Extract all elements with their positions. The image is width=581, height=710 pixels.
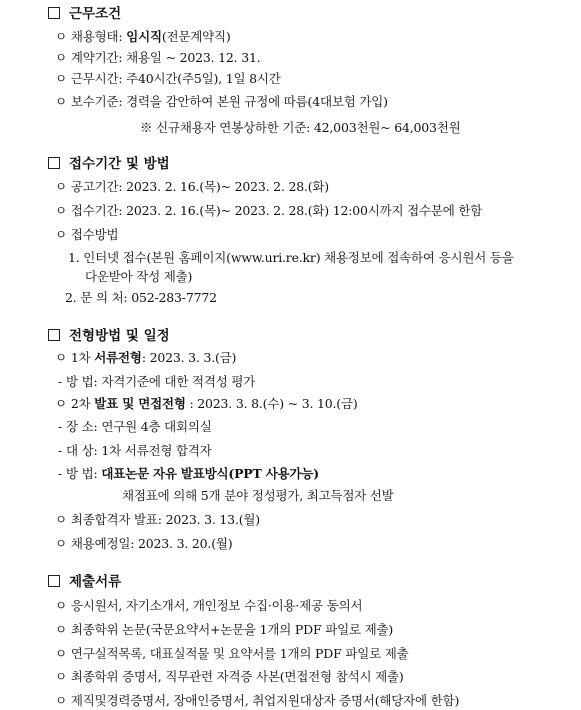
item-text: 근무시간: 주40시간(주5일), 1일 8시간 <box>70 71 281 86</box>
item-text: 최종학위 증명서, 직무관련 자격증 사본(면접전형 참석시 제출) <box>70 669 404 684</box>
bullet-marker: ㅇ <box>55 350 67 365</box>
item-text: 다운받아 작성 제출) <box>85 269 193 284</box>
item-text: 장 소: 연구원 4층 대회의실 <box>66 419 212 434</box>
list-item <box>122 487 394 504</box>
list-item <box>55 535 232 552</box>
item-emphasis: 발표 및 면접전형 <box>94 396 186 411</box>
item-emphasis: 서류전형 <box>94 350 142 365</box>
item-text: 방 법: 자격기준에 대한 적격성 평가 <box>66 374 256 389</box>
item-text: 채용형태: <box>70 29 127 44</box>
bullet-marker: ㅇ <box>55 179 67 194</box>
item-text: 1. 인터넷 접수(본원 홈페이지(www.uri.re.kr) 채용정보에 접속하여 응시원서 등을 <box>68 250 514 265</box>
item-text: 2. 문 의 처: 052-283-7772 <box>65 290 217 305</box>
section-title: 근무조건 <box>69 6 122 22</box>
bullet-marker: ㅇ <box>55 203 67 218</box>
checkbox-square-icon <box>48 7 60 19</box>
section-title: 제출서류 <box>69 574 122 590</box>
bullet-marker: ㅇ <box>55 598 67 613</box>
item-text-rest: : 2023. 3. 3.(금) <box>141 350 237 365</box>
list-item <box>58 373 255 390</box>
bullet-marker: ㅇ <box>55 29 67 44</box>
list-item <box>58 465 319 482</box>
section-title: 전형방법 및 일정 <box>69 328 170 344</box>
item-text: 채용예정일: 2023. 3. 20.(월) <box>70 536 233 551</box>
bullet-marker: - <box>58 466 63 481</box>
item-text: 최종합격자 발표: 2023. 3. 13.(월) <box>70 512 260 527</box>
bullet-marker: ㅇ <box>55 71 67 86</box>
list-item <box>58 442 212 459</box>
bullet-marker: - <box>58 374 63 389</box>
section-heading <box>48 6 121 23</box>
item-text: 접수기간: 2023. 2. 16.(목)~ 2023. 2. 28.(화) 12:00시까지 접수분에 한함 <box>70 203 483 218</box>
bullet-marker: ㅇ <box>55 693 67 708</box>
bullet-marker: ㅇ <box>55 227 67 242</box>
section-heading <box>48 156 170 173</box>
list-item <box>55 349 236 366</box>
item-text: 연구실적목록, 대표실적물 및 요약서를 1개의 PDF 파일로 제출 <box>70 646 409 661</box>
bullet-marker: - <box>58 443 63 458</box>
item-text: 보수기준: 경력을 감안하여 본원 규정에 따름(4대보험 가입) <box>70 94 388 109</box>
checkbox-square-icon <box>48 329 60 341</box>
bullet-marker: ㅇ <box>55 536 67 551</box>
list-item <box>85 268 192 285</box>
item-text: 응시원서, 자기소개서, 개인정보 수집·이용·제공 동의서 <box>70 598 363 613</box>
bullet-marker: ㅇ <box>55 94 67 109</box>
bullet-marker: ㅇ <box>55 50 67 65</box>
item-text-rest: : 2023. 3. 8.(수) ~ 3. 10.(금) <box>185 396 358 411</box>
list-item <box>55 93 388 110</box>
item-emphasis: 임시직 <box>126 29 162 44</box>
item-text: 1차 <box>70 350 95 365</box>
list-item <box>55 226 118 243</box>
item-text: 2차 <box>70 396 95 411</box>
item-text: 방 법: <box>66 466 102 481</box>
item-text-rest: (전문계약직) <box>161 29 231 44</box>
list-item <box>140 119 461 136</box>
list-item <box>55 668 404 685</box>
list-item <box>55 202 482 219</box>
item-text: 제직및경력증명서, 장애인증명서, 취업지원대상자 증명서(해당자에 한함) <box>70 693 460 708</box>
list-item <box>55 597 362 614</box>
list-item <box>58 418 212 435</box>
bullet-marker: ㅇ <box>55 512 67 527</box>
checkbox-square-icon <box>48 157 60 169</box>
list-item <box>55 49 261 66</box>
list-item <box>55 395 358 412</box>
bullet-marker: ㅇ <box>55 646 67 661</box>
item-emphasis: 대표논문 자유 발표방식(PPT 사용가능) <box>101 466 319 481</box>
checkbox-square-icon <box>48 575 60 587</box>
list-item <box>65 289 217 306</box>
list-item <box>55 70 281 87</box>
list-item <box>55 645 408 662</box>
section-heading <box>48 328 170 345</box>
item-text: 접수방법 <box>70 227 119 242</box>
item-text: 채점표에 의해 5개 분야 정성평가, 최고득점자 선발 <box>122 488 394 503</box>
bullet-marker: ㅇ <box>55 396 67 411</box>
list-item <box>55 621 393 638</box>
list-item <box>55 28 231 45</box>
item-text: 대 상: 1차 서류전형 합격자 <box>66 443 212 458</box>
bullet-marker: - <box>58 419 63 434</box>
section-heading <box>48 574 121 591</box>
list-item <box>55 692 459 709</box>
list-item <box>68 249 514 266</box>
section-title: 접수기간 및 방법 <box>69 156 170 172</box>
item-text: 공고기간: 2023. 2. 16.(목)~ 2023. 2. 28.(화) <box>70 179 329 194</box>
bullet-marker: ㅇ <box>55 669 67 684</box>
list-item <box>55 178 329 195</box>
list-item <box>55 511 260 528</box>
item-text: 계약기간: 채용일 ~ 2023. 12. 31. <box>70 50 261 65</box>
item-text: ※ 신규채용자 연봉상하한 기준: 42,003천원~ 64,003천원 <box>140 120 461 135</box>
item-text: 최종학위 논문(국문요약서+논문을 1개의 PDF 파일로 제출) <box>70 622 394 637</box>
bullet-marker: ㅇ <box>55 622 67 637</box>
